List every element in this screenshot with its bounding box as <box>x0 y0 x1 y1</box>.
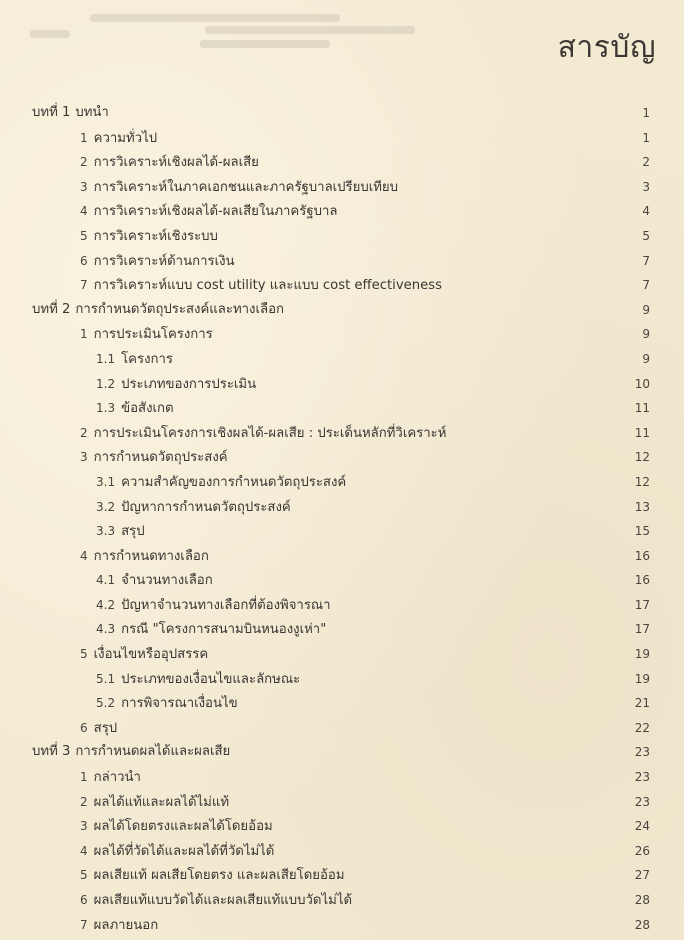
toc-entry-row <box>0 199 684 224</box>
toc-entry-text <box>80 544 209 570</box>
section-title: การวิเคราะห์ด้านการเงิน <box>93 253 235 269</box>
page-number: 28 <box>634 917 650 932</box>
page-number: 9 <box>642 302 650 317</box>
section-number: 4 <box>80 548 88 563</box>
toc-chapter-row <box>0 101 684 126</box>
toc-entry-text <box>80 224 218 250</box>
section-number: 1.2 <box>96 376 116 391</box>
page-number: 2 <box>642 155 650 170</box>
section-title: กล่าวนำ <box>93 770 141 786</box>
section-title: ผลภายนอก <box>93 917 159 933</box>
section-title: การประเมินโครงการ <box>93 327 213 343</box>
section-title: การวิเคราะห์เชิงระบบ <box>93 228 218 244</box>
toc-entry-row <box>0 421 684 446</box>
section-title: ผลได้แท้และผลได้ไม่แท้ <box>93 794 230 810</box>
section-title: เงื่อนไขหรืออุปสรรค <box>93 647 209 663</box>
section-number: 5 <box>80 228 88 243</box>
toc-entry-row <box>0 691 684 716</box>
toc-entry-row <box>0 814 684 839</box>
toc-entry-row <box>0 347 684 372</box>
toc-entry-row <box>0 568 684 593</box>
section-number: 5.2 <box>96 696 116 711</box>
page-number: 12 <box>634 450 650 465</box>
chapter-label: บทที่ 3 <box>32 744 71 760</box>
toc-entry-text <box>80 716 117 742</box>
section-number: 3.3 <box>96 524 116 539</box>
toc-entry-row <box>0 396 684 421</box>
section-number: 4.1 <box>96 573 116 588</box>
section-number: 3 <box>80 819 88 834</box>
section-number: 3 <box>80 450 88 465</box>
section-title: ประเภทของเงื่อนไขและลักษณะ <box>121 671 301 687</box>
section-title: การพิจารณาเงื่อนไข <box>121 696 238 712</box>
page-number: 19 <box>634 671 650 686</box>
toc-entry-text <box>80 445 228 471</box>
section-number: 2 <box>80 155 88 170</box>
page-title: สารบัญ <box>557 30 656 65</box>
page-number: 1 <box>642 130 650 145</box>
page-number: 24 <box>634 819 650 834</box>
toc-entry-row <box>0 839 684 864</box>
section-title: ผลเสียแท้แบบวัดได้และผลเสียแท้แบบวัดไม่ได้ <box>93 893 353 908</box>
toc-chapter-row <box>0 740 684 765</box>
page-number: 16 <box>634 548 650 563</box>
toc-entry-row <box>0 175 684 200</box>
section-number: 2 <box>80 425 88 440</box>
toc-entry-text <box>80 273 442 299</box>
section-title: ประเภทของการประเมิน <box>121 376 257 392</box>
section-title: ผลได้โดยตรงและผลได้โดยอ้อม <box>93 819 273 835</box>
toc-entry-text <box>96 470 346 496</box>
toc-entry-text <box>96 593 331 619</box>
section-title: สรุป <box>121 524 145 540</box>
section-title: การประเมินโครงการเชิงผลได้-ผลเสีย : ประเด็นหลักที่วิเคราะห์ <box>93 425 447 441</box>
toc-entry-row <box>0 519 684 544</box>
toc-entry-row <box>0 273 684 298</box>
toc-entry-row <box>0 445 684 470</box>
section-title: การวิเคราะห์เชิงผลได้-ผลเสียในภาครัฐบาล <box>93 204 338 220</box>
page-number: 9 <box>642 351 650 366</box>
page-number: 4 <box>642 204 650 219</box>
section-number: 3.2 <box>96 499 116 514</box>
page-number: 11 <box>634 401 650 416</box>
section-number: 6 <box>80 893 88 907</box>
toc-entry-text <box>80 322 213 348</box>
section-title: ความสำคัญของการกำหนดวัตถุประสงค์ <box>121 474 347 490</box>
toc-chapter-row <box>0 298 684 323</box>
section-title: กรณี "โครงการสนามบินหนองงูเห่า" <box>121 622 327 638</box>
toc-entry-row <box>0 470 684 495</box>
toc-entry-text <box>80 126 157 152</box>
chapter-label: บทที่ 1 <box>32 105 71 120</box>
section-title: การกำหนดวัตถุประสงค์ <box>93 450 228 466</box>
page-number: 23 <box>634 745 650 760</box>
page-number: 15 <box>634 524 650 539</box>
page-number: 16 <box>634 573 650 588</box>
toc-entry-text <box>32 298 284 323</box>
toc-entry-text <box>80 642 208 668</box>
toc-entry-row <box>0 150 684 175</box>
section-number: 2 <box>80 794 88 809</box>
toc-entry-row <box>0 495 684 520</box>
page-number: 5 <box>642 228 650 243</box>
toc-entry-row <box>0 224 684 249</box>
page-number: 13 <box>634 499 650 514</box>
page-number: 17 <box>634 622 650 637</box>
toc-entry-text <box>96 667 300 693</box>
toc-entry-text <box>80 863 345 889</box>
section-number: 1.1 <box>96 351 116 366</box>
section-number: 5.1 <box>96 671 116 686</box>
page-number: 22 <box>634 720 650 735</box>
toc-entry-row <box>0 716 684 741</box>
section-number: 1 <box>80 770 88 785</box>
toc-entry-row <box>0 544 684 569</box>
section-number: 7 <box>80 917 88 932</box>
toc-entry-text <box>80 814 273 840</box>
toc-entry-text <box>96 691 238 717</box>
section-number: 4 <box>80 204 88 219</box>
toc-entry-row <box>0 913 684 938</box>
section-title: โครงการ <box>121 351 173 367</box>
toc-entry-text <box>96 396 174 422</box>
page-number: 27 <box>634 868 650 883</box>
page-number: 7 <box>642 278 650 293</box>
section-title: การกำหนดผลได้และผลเสีย <box>75 744 231 760</box>
page-number: 1 <box>642 106 650 120</box>
section-title: ปัญหาการกำหนดวัตถุประสงค์ <box>121 499 291 515</box>
toc-entry-row <box>0 126 684 151</box>
section-title: ความทั่วไป <box>93 130 158 146</box>
toc-entry-text <box>96 495 291 521</box>
section-number: 7 <box>80 278 88 293</box>
table-of-contents <box>0 101 684 937</box>
page-number: 23 <box>634 794 650 809</box>
section-title: ปัญหาจำนวนทางเลือกที่ต้องพิจารณา <box>121 597 331 613</box>
page-number: 3 <box>642 179 650 194</box>
toc-entry-row <box>0 617 684 642</box>
toc-entry-text <box>80 888 352 914</box>
page-number: 23 <box>634 770 650 785</box>
toc-entry-text <box>80 765 141 791</box>
page-number: 9 <box>642 327 650 342</box>
section-number: 3.1 <box>96 474 116 489</box>
toc-entry-row <box>0 249 684 274</box>
toc-entry-row <box>0 863 684 888</box>
section-number: 6 <box>80 720 88 735</box>
section-title: การกำหนดทางเลือก <box>93 548 209 564</box>
section-title: การวิเคราะห์ในภาคเอกชนและภาครัฐบาลเปรียบเทียบ <box>93 179 399 195</box>
section-title: การวิเคราะห์เชิงผลได้-ผลเสีย <box>93 155 259 171</box>
section-title: ผลได้ที่วัดได้และผลได้ที่วัดไม่ได้ <box>93 843 275 859</box>
chapter-label: บทที่ 2 <box>32 301 71 317</box>
section-title: การวิเคราะห์แบบ cost utility และแบบ cost effectiveness <box>93 278 442 294</box>
page-number: 10 <box>634 376 650 391</box>
toc-entry-row <box>0 372 684 397</box>
toc-entry-text <box>96 519 145 545</box>
section-title: สรุป <box>93 720 118 736</box>
toc-entry-text <box>96 568 213 594</box>
toc-entry-text <box>96 347 173 373</box>
toc-entry-text <box>80 199 337 225</box>
toc-entry-text <box>32 101 109 126</box>
section-number: 5 <box>80 868 88 883</box>
toc-entry-text <box>80 913 158 939</box>
toc-entry-text <box>80 790 229 816</box>
toc-entry-row <box>0 593 684 618</box>
section-number: 1.3 <box>96 401 116 416</box>
toc-entry-text <box>96 372 256 398</box>
toc-entry-row <box>0 888 684 913</box>
page-number: 11 <box>634 425 650 440</box>
section-number: 4 <box>80 843 88 858</box>
toc-entry-row <box>0 667 684 692</box>
section-number: 3 <box>80 179 88 194</box>
page-number: 21 <box>634 696 650 711</box>
toc-entry-text <box>80 839 274 865</box>
page-number: 12 <box>634 474 650 489</box>
section-number: 1 <box>80 327 88 342</box>
toc-entry-text <box>80 175 398 201</box>
section-number: 5 <box>80 647 88 662</box>
page-number: 19 <box>634 647 650 662</box>
toc-entry-row <box>0 790 684 815</box>
toc-entry-text <box>32 740 230 765</box>
page-number: 17 <box>634 597 650 612</box>
toc-entry-text <box>80 421 446 447</box>
section-title: จำนวนทางเลือก <box>121 573 213 589</box>
section-title: ผลเสียแท้ ผลเสียโดยตรง และผลเสียโดยอ้อม <box>93 868 345 884</box>
section-title: บทนำ <box>75 105 109 120</box>
section-number: 4.2 <box>96 597 116 612</box>
section-number: 6 <box>80 253 88 268</box>
toc-entry-row <box>0 642 684 667</box>
toc-entry-text <box>80 150 259 176</box>
toc-entry-text <box>80 249 235 275</box>
toc-entry-row <box>0 322 684 347</box>
section-title: การกำหนดวัตถุประสงค์และทางเลือก <box>75 301 284 317</box>
page-number: 28 <box>634 893 650 907</box>
page-number: 26 <box>634 843 650 858</box>
section-number: 1 <box>80 130 88 145</box>
page-number: 7 <box>642 253 650 268</box>
section-title: ข้อสังเกต <box>121 401 174 417</box>
toc-entry-text <box>96 617 326 643</box>
toc-entry-row <box>0 765 684 790</box>
section-number: 4.3 <box>96 622 116 637</box>
